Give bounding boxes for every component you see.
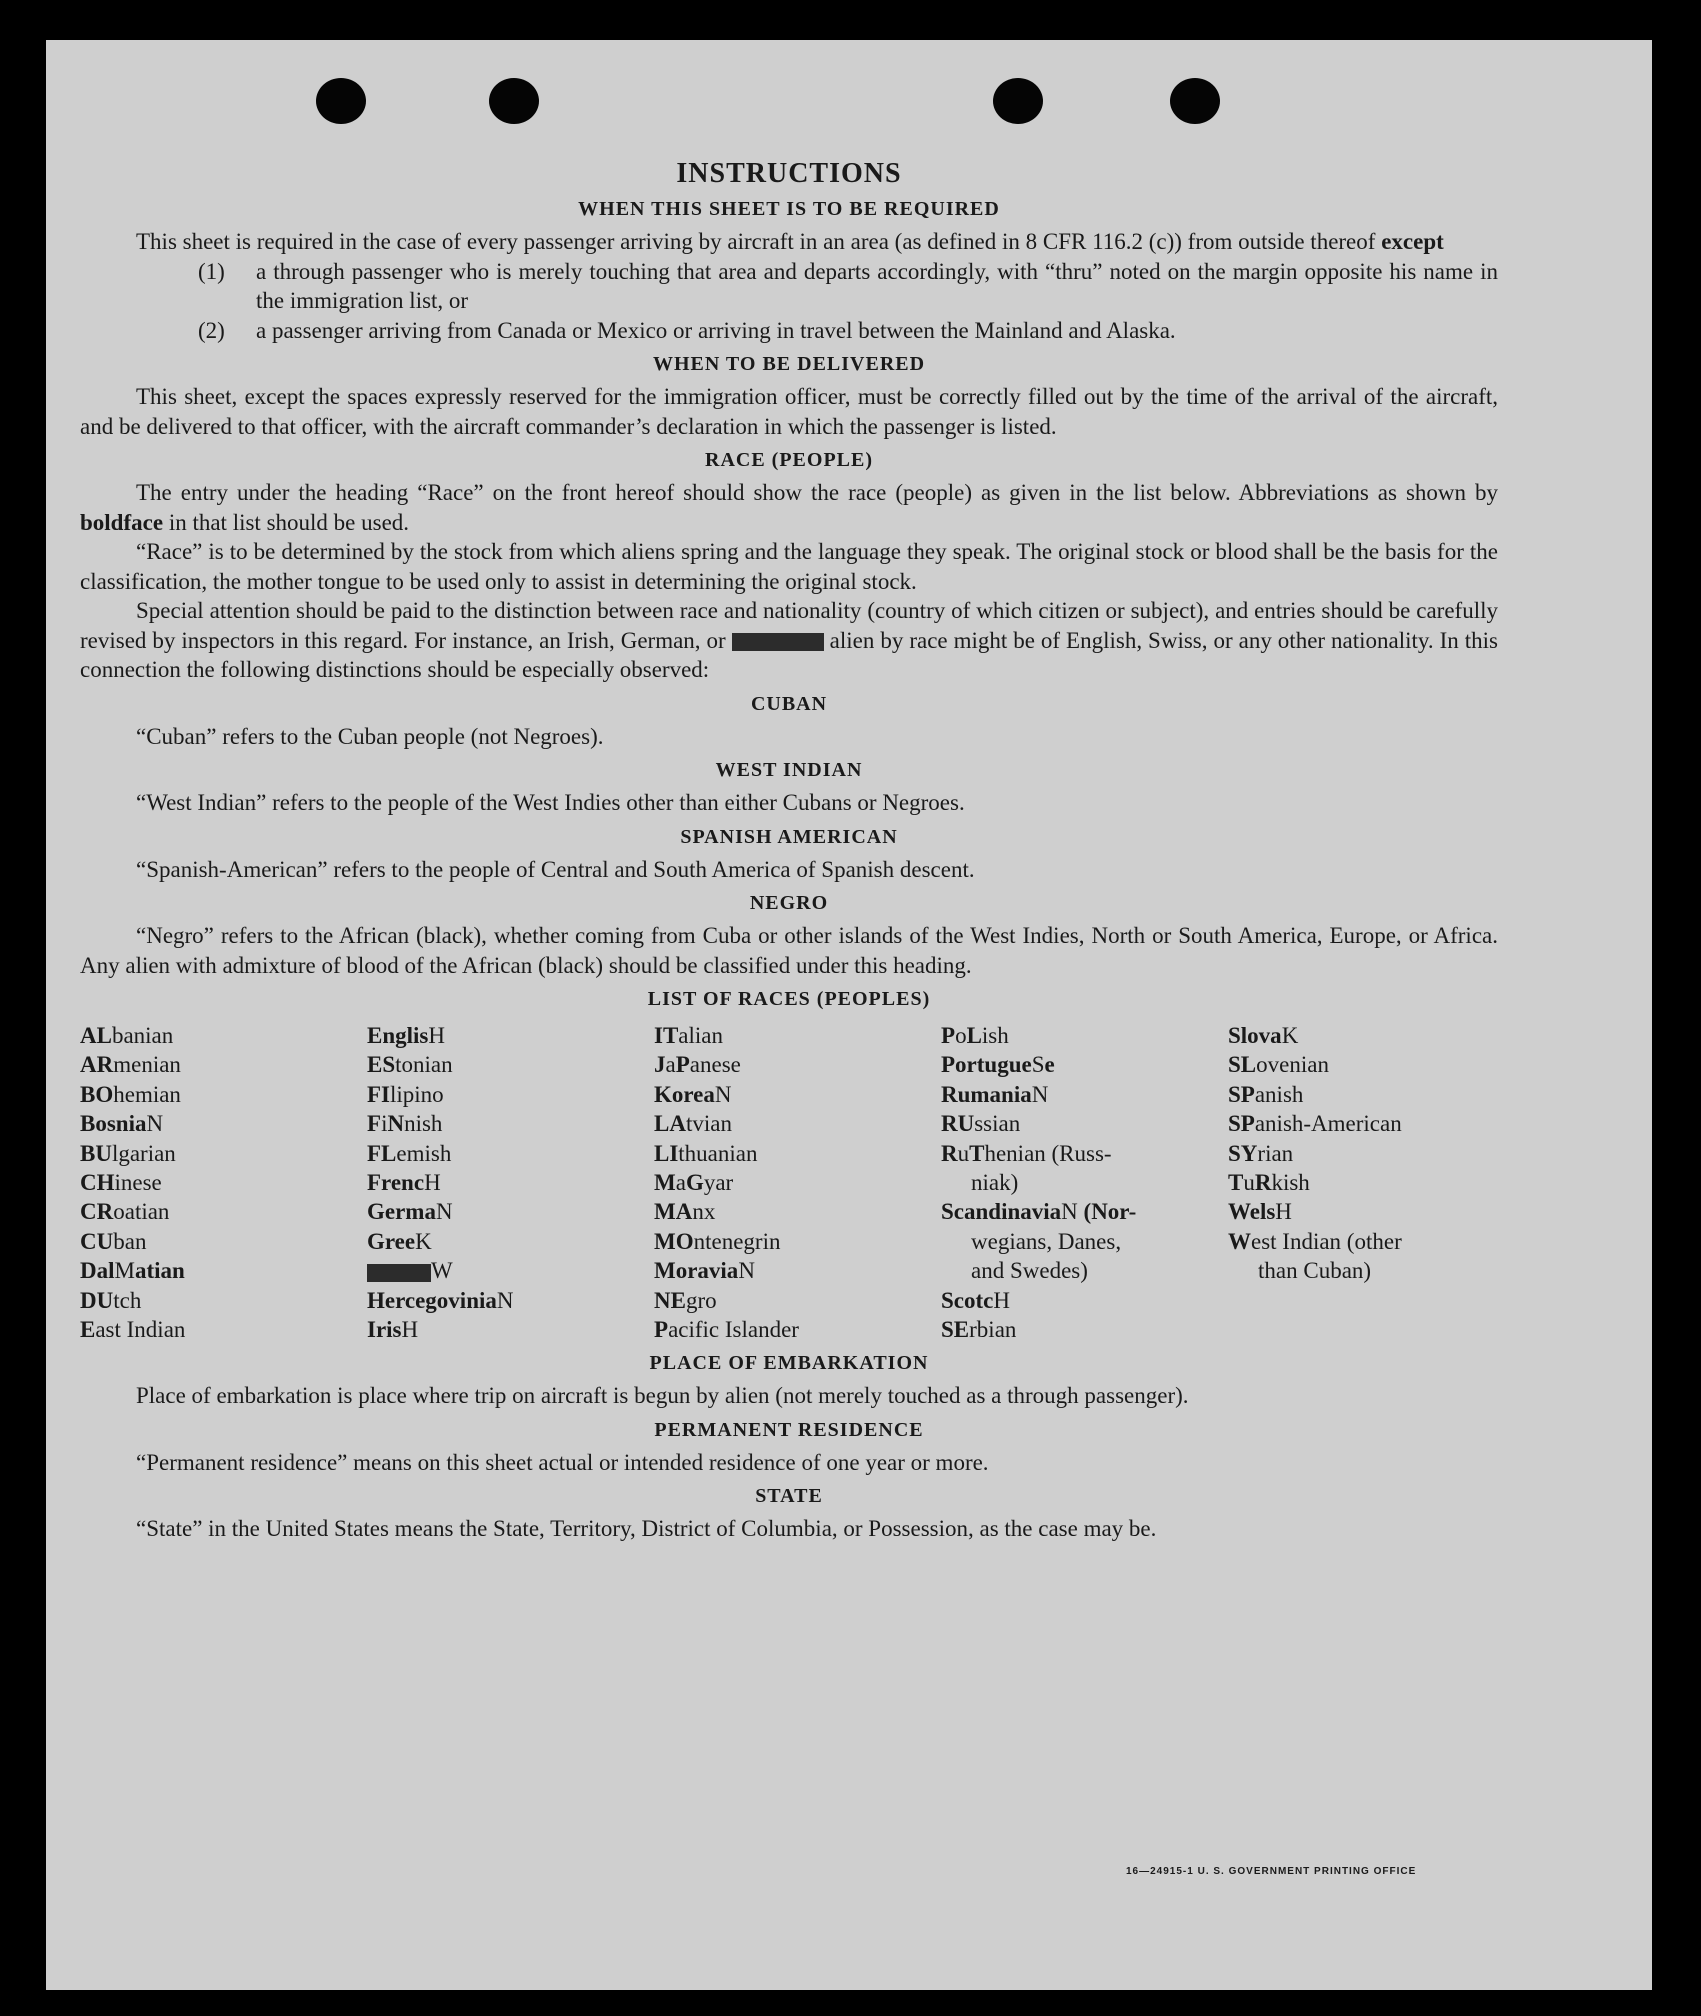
spanish-american-text: “Spanish-American” refers to the people of Central and South America of Spanish descent.: [136, 856, 975, 882]
race-entry: HercegoviniaN: [367, 1287, 514, 1313]
race-entry: Pacific Islander: [654, 1317, 799, 1343]
race-list: [80, 1021, 1498, 1344]
heading-state: STATE: [755, 1485, 823, 1508]
race-entry: GermaN: [367, 1199, 453, 1225]
race-entry: SLovenian: [1228, 1052, 1329, 1078]
race-column: [1228, 1021, 1498, 1344]
punch-hole: [1170, 78, 1220, 124]
race-entry: GreeK: [367, 1228, 432, 1254]
delivered-text: This sheet, except the spaces expressly reserved for the immigration officer, must be correctly filled out by the time of the arrival of the aircraft, and be delivered to that officer, with the aircraft commander’s declaration in which the passenger is listed.: [80, 384, 1498, 439]
cuban-text: “Cuban” refers to the Cuban people (not Negroes).: [136, 723, 604, 749]
race-entry: CHinese: [80, 1170, 162, 1196]
race-entry: BosniaN: [80, 1111, 164, 1137]
page-title: INSTRUCTIONS: [676, 158, 902, 189]
race-entry: RuThenian (Russ-: [941, 1140, 1112, 1166]
race-entry: than Cuban): [1258, 1258, 1372, 1284]
race-entry: FrencH: [367, 1170, 441, 1196]
race-entry: SErbian: [941, 1317, 1017, 1343]
heading-list-of-races: LIST OF RACES (PEOPLES): [647, 988, 931, 1010]
race-entry: FIlipino: [367, 1081, 444, 1107]
race-entry: NEgro: [654, 1287, 717, 1313]
race-entry: FiNnish: [367, 1111, 443, 1137]
race-paragraph-3: Special attention should be paid to the distinction between race and nationality (country of which citizen or subject), and entries should be carefully revised by inspectors in this regard. For instance, an Irish, German, or alien by race might be of English, Swiss, or any other nationality. In this connection the following distinctions should be especially observed:: [80, 598, 1499, 682]
race-entry: SYrian: [1228, 1140, 1294, 1166]
race-entry: FLemish: [367, 1140, 452, 1166]
race-entry: SPanish-American: [1228, 1111, 1402, 1137]
race-entry: ALbanian: [80, 1023, 174, 1048]
race-column: [941, 1021, 1211, 1344]
race-entry: CUban: [80, 1228, 147, 1254]
race-entry: EnglisH: [367, 1023, 445, 1048]
race-entry: DUtch: [80, 1287, 142, 1313]
race-column: [367, 1021, 637, 1344]
heading-cuban: CUBAN: [750, 692, 828, 715]
heading-west-indian: WEST INDIAN: [715, 759, 863, 781]
race-entry: PortugueSe: [941, 1052, 1055, 1078]
heading-required: WHEN THIS SHEET IS TO BE REQUIRED: [578, 198, 1000, 220]
punch-hole: [993, 78, 1043, 124]
state-text: “State” in the United States means the State, Territory, District of Columbia, or Possession, as the case may be.: [136, 1516, 1157, 1542]
heading-embarkation: PLACE OF EMBARKATION: [649, 1352, 929, 1375]
race-column: [654, 1021, 924, 1344]
race-entry: West Indian (other: [1228, 1228, 1402, 1254]
exception-item-1: (1) a through passenger who is merely touching that area and departs accordingly, with “thru” noted on the margin opposite his name in the immigration list, or: [198, 258, 1498, 313]
race-entry: LIthuanian: [654, 1140, 758, 1166]
race-entry: ITalian: [654, 1023, 723, 1048]
race-entry: PoLish: [941, 1023, 1009, 1048]
race-entry: EStonian: [367, 1052, 453, 1078]
heading-negro: NEGRO: [749, 892, 829, 914]
exception-item-2: (2) a passenger arriving from Canada or Mexico or arriving in travel between the Mainland and Alaska.: [198, 317, 1176, 343]
punch-hole: [316, 78, 366, 124]
race-entry: MaGyar: [654, 1170, 734, 1196]
race-entry: RUssian: [941, 1111, 1021, 1137]
printing-office-footer: 16—24915-1 U. S. GOVERNMENT PRINTING OFFICE: [1126, 1866, 1417, 1877]
negro-text: “Negro” refers to the African (black), whether coming from Cuba or other islands of the West Indies, North or South America, Europe, or Africa. Any alien with admixture of blood of the African (black) should be classified under this heading.: [80, 923, 1498, 978]
heading-spanish-american: SPANISH AMERICAN: [680, 825, 898, 848]
race-entry: LAtvian: [654, 1111, 732, 1137]
required-intro: This sheet is required in the case of every passenger arriving by aircraft in an area (as defined in 8 CFR 116.2 (c)) from outside thereof except: [136, 229, 1444, 254]
race-paragraph-1: The entry under the heading “Race” on the front hereof should show the race (people) as given in the list below. Abbreviations as shown by boldface in that list should be used.: [80, 480, 1498, 535]
race-column: [80, 1021, 350, 1344]
race-entry: ScotcH: [941, 1287, 1010, 1313]
west-indian-text: “West Indian” refers to the people of the West Indies other than either Cubans or Negroes.: [136, 790, 965, 815]
race-entry: DalMatian: [80, 1258, 185, 1284]
race-entry: niak): [971, 1170, 1019, 1196]
race-entry: SPanish: [1228, 1081, 1304, 1107]
redaction-mark: [367, 1264, 431, 1282]
residence-text: “Permanent residence” means on this sheet actual or intended residence of one year or more.: [136, 1449, 989, 1475]
race-entry: IrisH: [367, 1317, 419, 1343]
race-entry: wegians, Danes,: [971, 1228, 1122, 1254]
race-entry: KoreaN: [654, 1081, 732, 1107]
punch-hole: [489, 78, 539, 124]
race-entry: MAnx: [654, 1199, 716, 1225]
race-entry: ScandinaviaN (Nor-: [941, 1199, 1137, 1225]
race-entry: TuRkish: [1228, 1170, 1310, 1196]
race-entry: BOhemian: [80, 1081, 181, 1107]
race-entry: SlovaK: [1228, 1023, 1299, 1048]
race-entry: W: [367, 1256, 637, 1285]
race-entry: WelsH: [1228, 1199, 1292, 1225]
race-entry: BUlgarian: [80, 1140, 176, 1166]
instructions-content: [80, 158, 1498, 1544]
race-entry: and Swedes): [971, 1258, 1088, 1284]
race-entry: JaPanese: [654, 1052, 741, 1078]
race-entry: MoraviaN: [654, 1258, 755, 1284]
redaction-mark: [732, 633, 824, 651]
race-entry: CRoatian: [80, 1199, 170, 1225]
race-entry: ARmenian: [80, 1052, 181, 1078]
document-sheet: [46, 40, 1652, 1990]
race-entry: East Indian: [80, 1317, 186, 1343]
heading-residence: PERMANENT RESIDENCE: [654, 1418, 924, 1441]
heading-delivered: WHEN TO BE DELIVERED: [652, 353, 926, 375]
embarkation-text: Place of embarkation is place where trip on aircraft is begun by alien (not merely touched as a through passenger).: [136, 1383, 1189, 1409]
heading-race: RACE (PEOPLE): [705, 449, 873, 471]
race-entry: RumaniaN: [941, 1081, 1049, 1107]
race-entry: MOntenegrin: [654, 1228, 781, 1254]
race-paragraph-2: “Race” is to be determined by the stock from which aliens spring and the language they speak. The original stock or blood shall be the basis for the classification, the mother tongue to be used only to assist in determining the original stock.: [80, 539, 1498, 594]
